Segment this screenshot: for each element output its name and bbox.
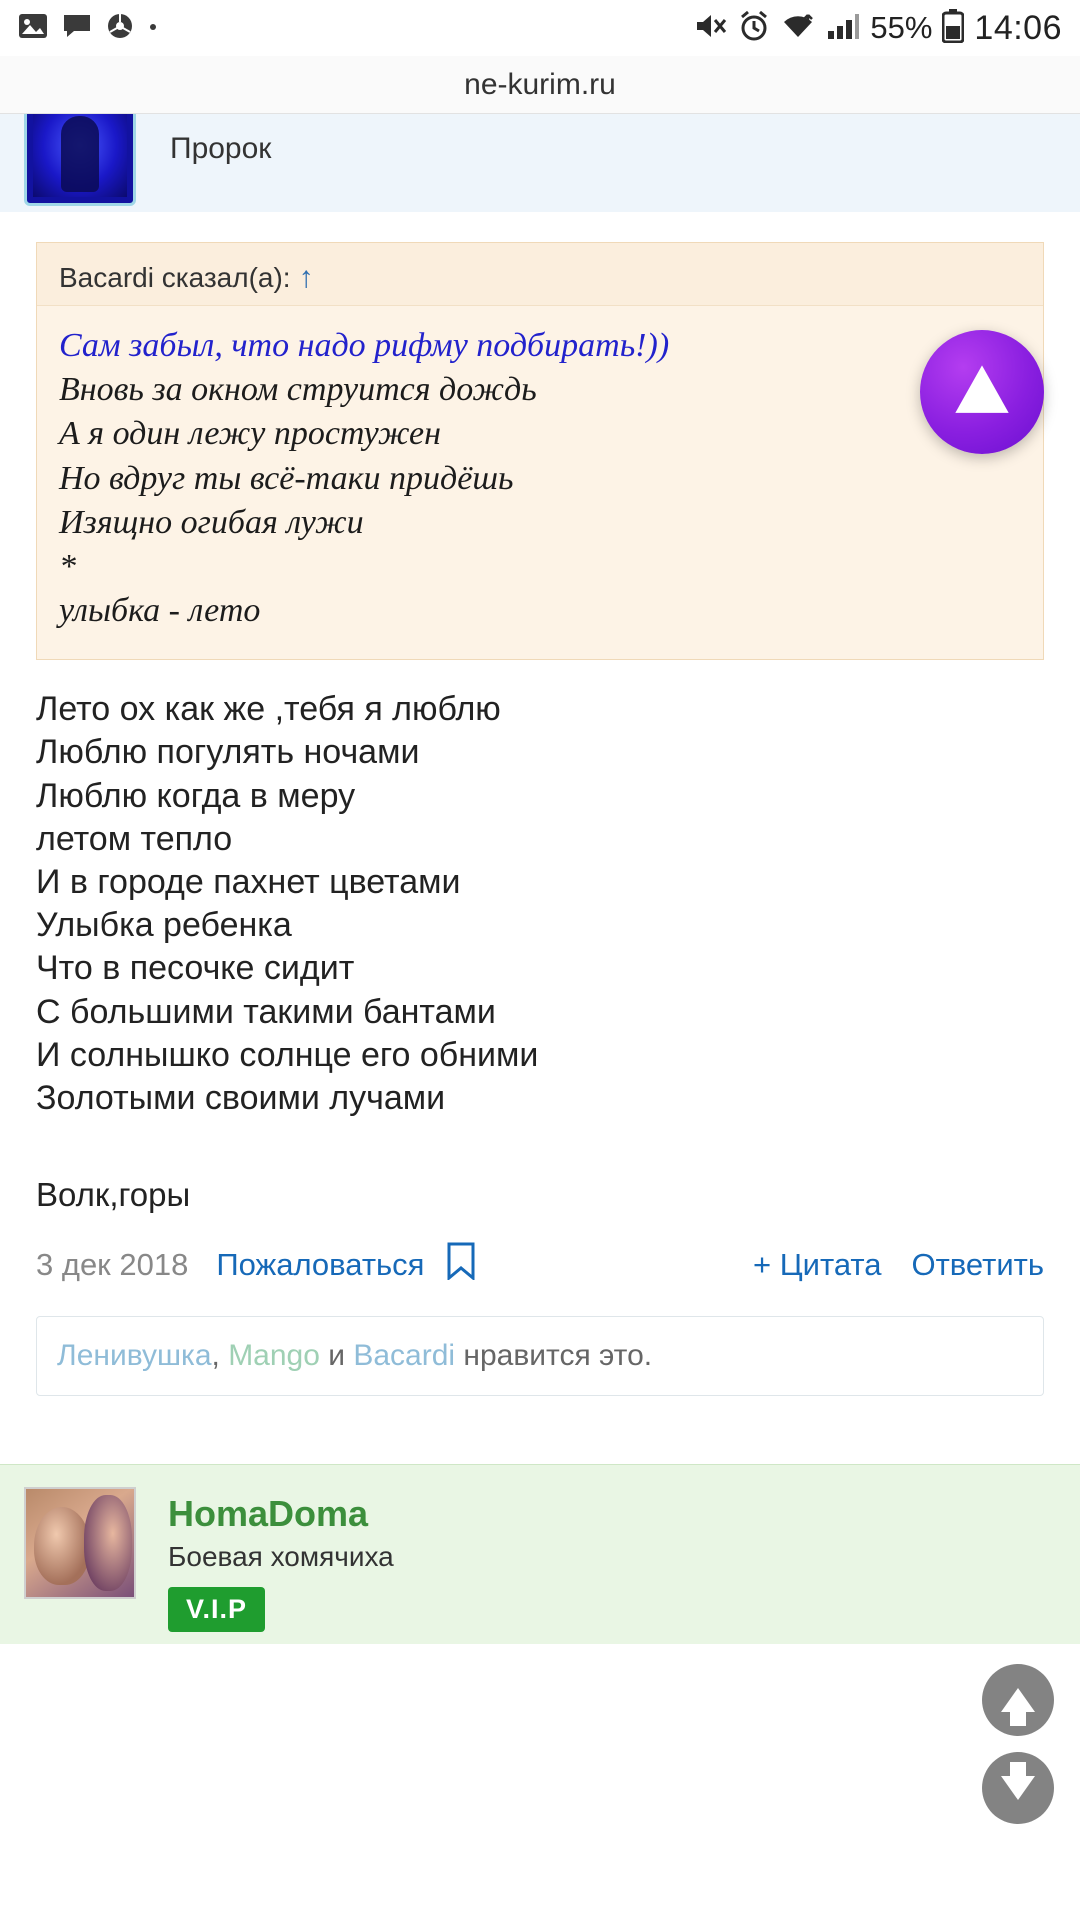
alice-assistant-icon[interactable] [920, 330, 1044, 454]
avatar[interactable] [24, 1487, 136, 1599]
status-left-icons [18, 12, 158, 45]
post-line: Что в песочке сидит [36, 949, 355, 988]
alarm-icon [738, 10, 770, 47]
quote-line: улыбка - лето [59, 592, 261, 630]
scroll-controls [982, 1664, 1054, 1824]
likes-sep-2: и [319, 1339, 354, 1373]
quote-author: Bacardi сказал(а): [59, 262, 291, 293]
status-clock: 14:06 [974, 8, 1062, 47]
jump-to-post-icon[interactable]: ↑ [298, 261, 314, 294]
like-user-2[interactable]: Mango [228, 1339, 320, 1373]
signal-icon [826, 11, 860, 46]
quote-line: Сам забыл, что надо рифму подбирать!)) [59, 327, 670, 364]
post-line: Улыбка ребенка [36, 906, 292, 945]
scroll-down-button[interactable] [982, 1752, 1054, 1824]
wifi-icon [780, 11, 816, 46]
post-actions [0, 1214, 1080, 1298]
post-body [0, 660, 1080, 1120]
post-line: С большими такими бантами [36, 992, 496, 1031]
battery-percent: 55% [870, 10, 933, 45]
chat-icon [62, 13, 92, 44]
assistant-glyph [953, 363, 1011, 421]
image-icon [18, 13, 48, 44]
reply-button[interactable]: Ответить [911, 1247, 1044, 1283]
post-line: И солнышко солнце его обними [36, 1035, 539, 1074]
likes-bar [36, 1316, 1044, 1396]
app-icon [106, 12, 134, 45]
quote-line: * [59, 547, 76, 585]
post-line: И в городе пахнет цветами [36, 863, 461, 901]
battery-icon [942, 9, 964, 48]
status-bar [0, 0, 1080, 56]
quote-line: А я один лежу простужен [59, 415, 442, 453]
user-rank: Пророк [170, 132, 272, 165]
browser-url-bar[interactable] [0, 56, 1080, 114]
likes-tail: нравится это. [455, 1339, 653, 1373]
post-line: Лето ох как же ,тебя я люблю [36, 690, 501, 729]
status-right-icons [694, 9, 1062, 48]
avatar-shape-2 [84, 1495, 132, 1591]
dot-icon [148, 19, 158, 37]
quote-header[interactable] [37, 243, 1043, 306]
scroll-up-button[interactable] [982, 1664, 1054, 1736]
quote-line: Вновь за окном струится дождь [59, 371, 537, 409]
quote-block [36, 242, 1044, 660]
like-user-3[interactable]: Bacardi [353, 1339, 456, 1373]
arrow-down-icon [1001, 1776, 1035, 1800]
post-date: 3 дек 2018 [36, 1247, 189, 1283]
quote-line: Но вдруг ты всё-таки придёшь [59, 459, 514, 497]
post-line: Золотыми своими лучами [36, 1078, 446, 1117]
report-button[interactable]: Пожаловаться [216, 1247, 425, 1283]
post-line: Люблю погулять ночами [36, 733, 420, 772]
mute-icon [694, 11, 728, 46]
post-line: Люблю когда в меру [36, 776, 356, 815]
user-title: Боевая хомячиха [168, 1541, 394, 1573]
next-post-header [0, 1464, 1080, 1644]
next-post-user-info [168, 1487, 394, 1632]
bookmark-icon[interactable] [446, 1242, 476, 1288]
username[interactable]: HomaDoma [168, 1493, 369, 1535]
avatar[interactable] [24, 114, 136, 206]
url-text: ne-kurim.ru [464, 67, 616, 101]
post-line: летом тепло [36, 819, 233, 858]
quote-line: Изящно огибая лужи [59, 503, 364, 541]
like-user-1[interactable]: Ленивушка [57, 1339, 212, 1373]
quote-text [37, 306, 1043, 659]
avatar-shape-1 [34, 1507, 90, 1585]
quote-button[interactable]: + Цитата [753, 1247, 882, 1283]
avatar-figure [61, 116, 99, 192]
status-badge: V.I.P [168, 1587, 265, 1632]
post-signature: Волк,горы [36, 1176, 191, 1214]
post-header [0, 114, 1080, 212]
likes-sep-1: , [211, 1339, 229, 1373]
arrow-up-icon [1001, 1688, 1035, 1712]
quote-container [0, 212, 1080, 660]
